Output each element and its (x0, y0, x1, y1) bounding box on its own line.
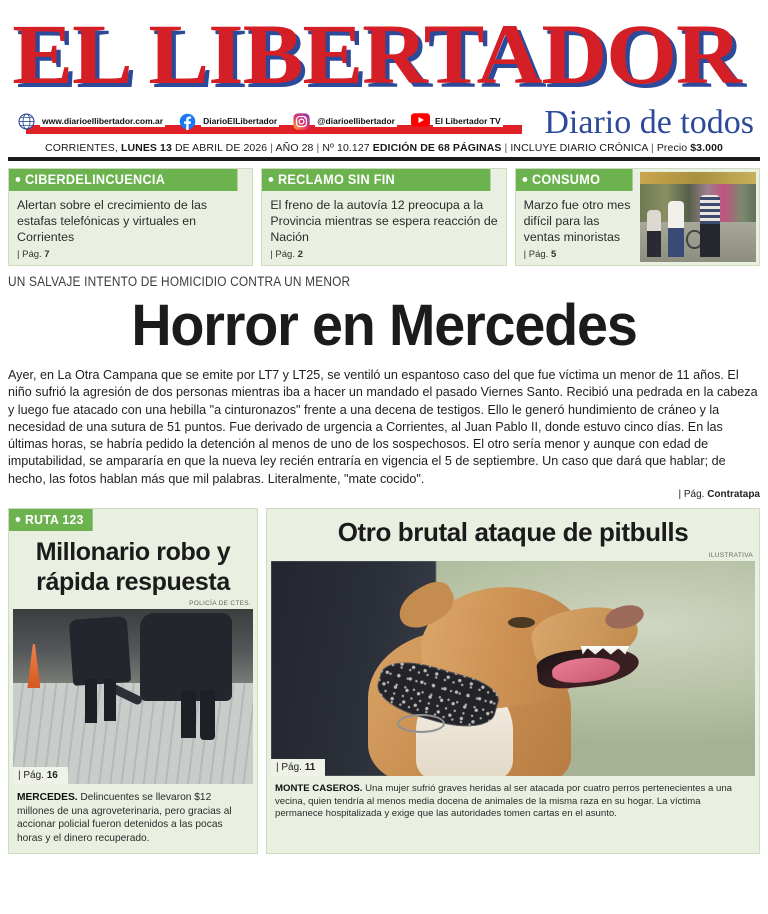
bottom-left-photo-credit: POLICÍA DE CTES. (189, 600, 251, 608)
dateline-sep-2: | (316, 142, 320, 154)
teaser-page-2[interactable] (262, 248, 505, 265)
teaser-page-number-3: 5 (550, 249, 557, 260)
bottom-left-caption-text: Delincuentes se llevaron $12 millones de una agroveterinaria, pero gracias al accionar policial fueron detenidos a las pocas horas y el dinero recuperado. (17, 792, 232, 844)
lead-page-number: Contratapa (707, 489, 760, 501)
teaser-page-prefix-1: | Pág. (17, 249, 42, 260)
teaser-ciberdelincuencia[interactable] (8, 168, 253, 266)
dateline-year: AÑO 28 (275, 142, 314, 154)
bottom-left-headline[interactable]: Millonario robo y rápida respuesta (35, 538, 231, 597)
lead-headline[interactable]: Horror en Mercedes (131, 293, 637, 358)
social-link-youtube[interactable] (411, 113, 503, 130)
dateline (8, 142, 760, 157)
bullet-dot-icon (16, 517, 21, 522)
instagram-icon (293, 113, 310, 130)
bottom-left-caption-lead: MERCEDES. (17, 792, 78, 804)
bottom-left-page-tag[interactable] (13, 767, 68, 784)
social-label-website: www.diarioellibertador.com.ar (42, 116, 164, 126)
story-ruta-123[interactable] (8, 508, 258, 854)
dateline-sep-1: | (270, 142, 274, 154)
globe-icon (18, 113, 35, 130)
social-link-website[interactable] (18, 113, 165, 130)
social-strip (8, 104, 760, 141)
dateline-wrapper (0, 138, 768, 161)
bottom-left-page-prefix: | Pág. (18, 770, 44, 782)
social-label-youtube: El Libertador TV (434, 116, 501, 126)
dateline-edition: EDICIÓN DE 68 PÁGINAS (372, 142, 502, 154)
bottom-right-photo-credit: ILUSTRATIVA (708, 552, 753, 560)
masthead (0, 0, 768, 141)
bottom-right-caption-text: Una mujer sufrió graves heridas al ser atacada por cuatro perros pertenecientes a una vecina, quien tendría al menos media docena de animales de la misma raza en su hogar. La víctima permanece hospitalizada y exige que las autoridades tomen cartas en el asunto. (275, 783, 732, 820)
facebook-icon (179, 113, 196, 130)
bottom-right-headline[interactable]: Otro brutal ataque de pitbulls (337, 517, 689, 548)
bottom-right-page-tag[interactable] (271, 759, 325, 776)
dateline-date: DE ABRIL DE 2026 (174, 142, 268, 154)
youtube-icon (411, 113, 428, 130)
teaser-page-number-1: 7 (44, 249, 50, 260)
dateline-city: CORRIENTES, (45, 142, 118, 154)
lead-story (0, 266, 768, 500)
bottom-left-kicker-label: RUTA 123 (24, 512, 84, 528)
teaser-row (0, 161, 768, 266)
dateline-sep-4: | (650, 142, 654, 154)
dateline-sep-3: | (504, 142, 508, 154)
teaser-page-1[interactable] (9, 248, 252, 265)
dateline-issue: Nº 10.127 (322, 142, 370, 154)
dateline-day: LUNES 13 (120, 142, 172, 154)
bottom-left-kicker (9, 509, 93, 531)
teaser-text-2: El freno de la autovía 12 preocupa a la Provincia mientras se espera reacción de Nación (270, 198, 498, 244)
masthead-tagline: Diario de todos (544, 104, 754, 141)
bullet-dot-icon (522, 177, 527, 182)
dateline-price: $3.000 (690, 142, 723, 154)
social-link-instagram[interactable] (293, 113, 397, 130)
bottom-right-photo (271, 561, 755, 776)
bottom-left-caption (9, 784, 257, 853)
teaser-kicker-3 (516, 169, 633, 191)
lead-kicker: UN SALVAJE INTENTO DE HOMICIDIO CONTRA UN MENOR (8, 274, 351, 289)
social-label-facebook: DiarioElLibertador (203, 116, 278, 126)
teaser-kicker-label-3: CONSUMO (531, 172, 600, 187)
bottom-right-page-prefix: | Pág. (276, 762, 302, 774)
social-label-instagram: @diarioellibertador (317, 116, 395, 126)
teaser-consumo[interactable] (515, 168, 760, 266)
lead-page-ref[interactable] (8, 489, 760, 500)
logo-row (8, 6, 760, 102)
bottom-right-caption (267, 776, 759, 829)
bottom-left-page-number: 16 (46, 770, 58, 782)
bullet-dot-icon (269, 177, 274, 182)
teaser-photo-consumo (640, 172, 756, 262)
social-link-facebook[interactable] (179, 113, 279, 130)
bottom-row (0, 500, 768, 860)
dateline-includes: INCLUYE DIARIO CRÓNICA (510, 142, 648, 154)
teaser-page-prefix-2: | Pág. (270, 249, 295, 260)
bottom-left-photo (13, 609, 253, 784)
teaser-kicker-2 (262, 169, 491, 191)
teaser-reclamo-sin-fin[interactable] (261, 168, 506, 266)
story-ataque-pitbulls[interactable] (266, 508, 760, 854)
dateline-price-label: Precio (656, 142, 688, 154)
bottom-right-caption-lead: MONTE CASEROS. (275, 783, 363, 795)
teaser-page-number-2: 2 (297, 249, 303, 260)
teaser-kicker-label-1: CIBERDELINCUENCIA (24, 172, 166, 187)
teaser-text-3: Marzo fue otro mes difícil para las ventas minoristas (523, 198, 631, 244)
social-links (8, 113, 544, 130)
teaser-text-1: Alertan sobre el crecimiento de las estafas telefónicas y virtuales en Corrientes (17, 198, 208, 244)
lead-page-prefix: | Pág. (678, 489, 705, 501)
bullet-dot-icon (16, 177, 21, 182)
lead-body-text: Ayer, en La Otra Campana que se emite por LT7 y LT25, se ventiló un espantoso caso del que fue víctima un menor de 11 años. El niño sufrió la agresión de dos personas mientras iba a hacer un mandado el pasado Viernes Santo. Recibió una pedrada en la cabeza y luego fue atacado con una hebilla "a cinturonazos" frente a una decena de testigos. Ello le generó hundimiento de cráneo y la necesidad de una sutura de 51 puntos. Fue derivado de urgencia a Corrientes, al Juan Pablo II, donde estuvo cinco días. En las últimas horas, se habría pedido la detención al menos de uno de los sospechosos. El otro sería menor y aunque con edad de imputabilidad, se ampararía en que la nueva ley recién entraría en vigencia el 5 de septiembre. Un caso que dará que hablar; de hecho, las fotos hablan más que mil palabras. Literalmente, "mate cocido". (8, 368, 758, 486)
teaser-kicker-1 (9, 169, 238, 191)
bottom-right-page-number: 11 (304, 762, 316, 774)
teaser-kicker-label-2: RECLAMO SIN FIN (278, 172, 396, 187)
teaser-page-3[interactable] (516, 248, 640, 265)
teaser-page-prefix-3: | Pág. (523, 249, 549, 260)
newspaper-title: EL LIBERTADOR (12, 6, 741, 102)
